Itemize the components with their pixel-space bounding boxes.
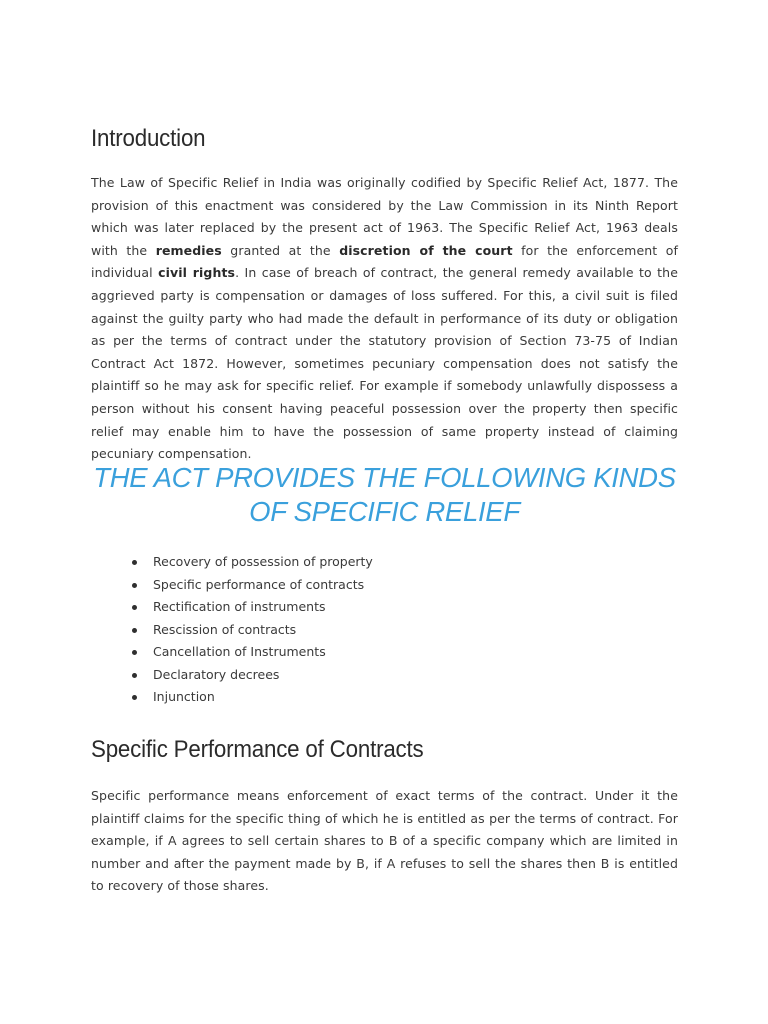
introduction-heading: Introduction bbox=[91, 125, 206, 152]
list-item bbox=[91, 551, 373, 574]
list-item bbox=[91, 619, 373, 642]
list-item-label: Rescission of contracts bbox=[153, 621, 297, 637]
bullet-icon bbox=[132, 628, 137, 633]
intro-text-2: granted at the bbox=[221, 242, 340, 258]
list-item-label: Declaratory decrees bbox=[153, 666, 280, 682]
list-item-label: Cancellation of Instruments bbox=[153, 644, 326, 659]
bullet-icon bbox=[132, 673, 137, 678]
list-item-label: Injunction bbox=[153, 689, 215, 704]
bullet-icon bbox=[132, 560, 137, 565]
bullet-icon bbox=[132, 650, 137, 655]
kinds-of-relief-heading: THE ACT PROVIDES THE FOLLOWING KINDS OF SPECIFIC RELIEF bbox=[93, 462, 676, 527]
list-item bbox=[91, 574, 373, 597]
intro-text-4: . In case of breach of contract, the general remedy available to the aggrieved party is compensation or damages of loss suffered. For this, a civil suit is filed against the guilty party who had made the default in performance of its duty or obligation as per the terms of contract under the statutory provision of Section 73-75 of Indian Contract Act 1872. However, sometimes pecuniary compensation does not satisfy the plaintiff so he may ask for specific relief. For example if somebody unlawfully dispossess a person without his consent having peaceful possession over the property then specific relief may enable him to have the possession of same property instead of claiming pecuniary compensation. bbox=[91, 265, 678, 462]
specific-performance-heading: Specific Performance of Contracts bbox=[91, 736, 424, 763]
emphasis-civil-rights: civil rights bbox=[158, 265, 236, 281]
bullet-icon bbox=[132, 583, 137, 588]
emphasis-remedies: remedies bbox=[155, 242, 222, 258]
introduction-paragraph bbox=[91, 172, 678, 466]
list-item bbox=[91, 664, 373, 687]
list-item-label: Rectification of instruments bbox=[153, 599, 326, 614]
intro-text-3: for the enforcement of individual bbox=[91, 242, 678, 281]
emphasis-discretion: discretion of the court bbox=[339, 242, 513, 258]
intro-text-1: The Law of Specific Relief in India was originally codified by Specific Relief Act, 1877. The provision of this enactment was considered by the Law Commission in its Ninth Report which was later replaced by the present act of 1963. The Specific Relief Act, 1963 deals with the bbox=[91, 175, 678, 258]
list-item bbox=[91, 596, 373, 619]
list-item-label: Recovery of possession of property bbox=[153, 554, 373, 569]
bullet-icon bbox=[132, 695, 137, 700]
specific-performance-paragraph: Specific performance means enforcement of exact terms of the contract. Under it the plaintiff claims for the specific thing of which he is entitled as per the terms of contract. For example, if A agrees to sell certain shares to B of a specific company which are limited in number and after the payment made by B, if A refuses to sell the shares then B is entitled to recovery of those shares. bbox=[91, 788, 678, 894]
list-item bbox=[91, 641, 373, 664]
bullet-icon bbox=[132, 605, 137, 610]
list-item-label: Specific performance of contracts bbox=[153, 576, 365, 592]
kinds-of-relief-list bbox=[91, 551, 373, 709]
list-item bbox=[91, 686, 373, 709]
